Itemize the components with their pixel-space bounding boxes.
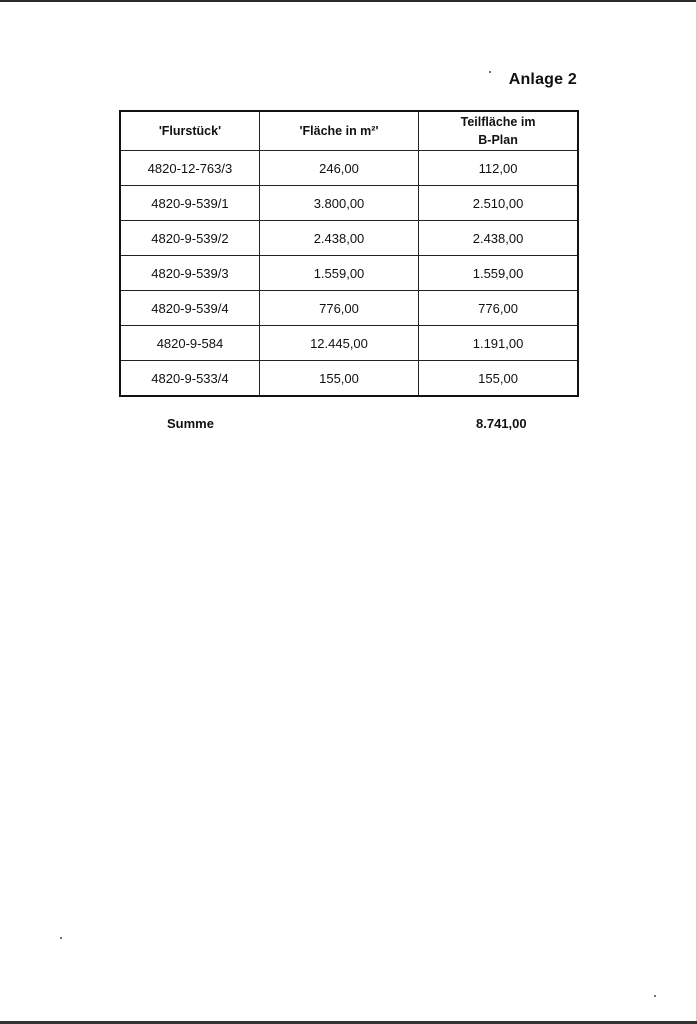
- attachment-title: Anlage 2: [508, 71, 577, 88]
- cell-teilflaeche: 2.510,00: [419, 186, 578, 221]
- scan-speck: [60, 937, 62, 939]
- cell-teilflaeche: 776,00: [419, 291, 578, 326]
- cell-flurstueck: 4820-9-533/4: [120, 361, 259, 397]
- cell-flurstueck: 4820-9-584: [120, 326, 259, 361]
- table-row: [120, 151, 578, 186]
- sum-value: 8.741,00: [476, 416, 527, 431]
- column-header-teilflaeche-label: Teilfläche im B-Plan: [460, 115, 536, 147]
- column-header-flurstueck: 'Flurstück': [120, 111, 259, 151]
- cell-flaeche: 776,00: [259, 291, 418, 326]
- cell-flaeche: 1.559,00: [259, 256, 418, 291]
- cell-flaeche: 2.438,00: [259, 221, 418, 256]
- cell-flaeche: 246,00: [259, 151, 418, 186]
- scan-speck: [654, 995, 656, 997]
- cell-teilflaeche: 112,00: [419, 151, 578, 186]
- table-header-row: [120, 111, 578, 151]
- column-header-flaeche: 'Fläche in m²': [259, 111, 418, 151]
- sum-label: Summe: [167, 416, 214, 431]
- cell-flaeche: 3.800,00: [259, 186, 418, 221]
- parcel-table: [119, 110, 579, 397]
- cell-flaeche: 155,00: [259, 361, 418, 397]
- cell-teilflaeche: 1.559,00: [419, 256, 578, 291]
- cell-flurstueck: 4820-9-539/3: [120, 256, 259, 291]
- table-row: [120, 361, 578, 397]
- scan-speck: [489, 71, 491, 73]
- cell-teilflaeche: 155,00: [419, 361, 578, 397]
- cell-flurstueck: 4820-12-763/3: [120, 151, 259, 186]
- table-row: [120, 186, 578, 221]
- cell-flurstueck: 4820-9-539/4: [120, 291, 259, 326]
- cell-teilflaeche: 1.191,00: [419, 326, 578, 361]
- table-row: [120, 221, 578, 256]
- table-row: [120, 256, 578, 291]
- table-row: [120, 326, 578, 361]
- cell-flaeche: 12.445,00: [259, 326, 418, 361]
- column-header-teilflaeche: [419, 111, 578, 151]
- table-row: [120, 291, 578, 326]
- cell-flurstueck: 4820-9-539/2: [120, 221, 259, 256]
- cell-flurstueck: 4820-9-539/1: [120, 186, 259, 221]
- scan-edge-top: [0, 0, 697, 2]
- cell-teilflaeche: 2.438,00: [419, 221, 578, 256]
